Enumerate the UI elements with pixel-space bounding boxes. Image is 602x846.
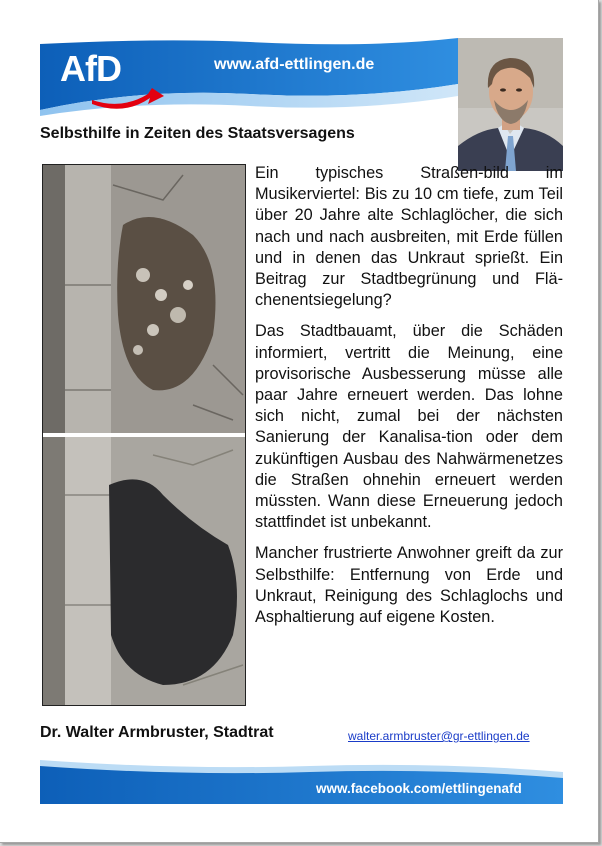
pothole-photos: [42, 164, 246, 706]
email-link[interactable]: walter.armbruster@gr-ettlingen.de: [348, 729, 530, 743]
author-signature: Dr. Walter Armbruster, Stadtrat: [40, 724, 274, 741]
afd-logo: AfD: [60, 48, 121, 89]
article-body: [255, 163, 563, 638]
paragraph-2: Das Stadtbauamt, über die Schäden informiert, vertritt die Meinung, eine provisorische Ausbesserung müsse alle paar Jahre erneuert werden. Das lohne sich nicht, zumal bei der nächsten Sanierung der Kanalisa-tion oder dem zukünftigen Ausbau des Nahwärmenetzes die Straßen ohnehin erneuert werden müssten. Wann diese Erneuerung jedoch stattfindet ist unbekannt.: [255, 322, 563, 532]
article-headline: Selbsthilfe in Zeiten des Staatsversagens: [40, 125, 355, 142]
paragraph-3: Mancher frustrierte Anwohner greift da zur Selbsthilfe: Entfernung von Erde und Unkraut, Reinigung des Schlaglochs und Asphaltierung auf eigene Kosten.: [255, 544, 563, 627]
facebook-link[interactable]: www.facebook.com/ettlingenafd: [316, 781, 522, 796]
website-link[interactable]: www.afd-ettlingen.de: [214, 56, 375, 73]
paragraph-1: Ein typisches Straßen-bild im Musikerviertel: Bis zu 10 cm tiefe, zum Teil über 20 Jahre alte Schlaglöcher, die sich nach und nach ausbreiten, mit Erde füllen und in denen das Unkraut sprießt. Ein Beitrag zur Stadtbegrünung und Flä-chenentsiegelung?: [255, 164, 563, 310]
author-portrait: [458, 38, 563, 171]
